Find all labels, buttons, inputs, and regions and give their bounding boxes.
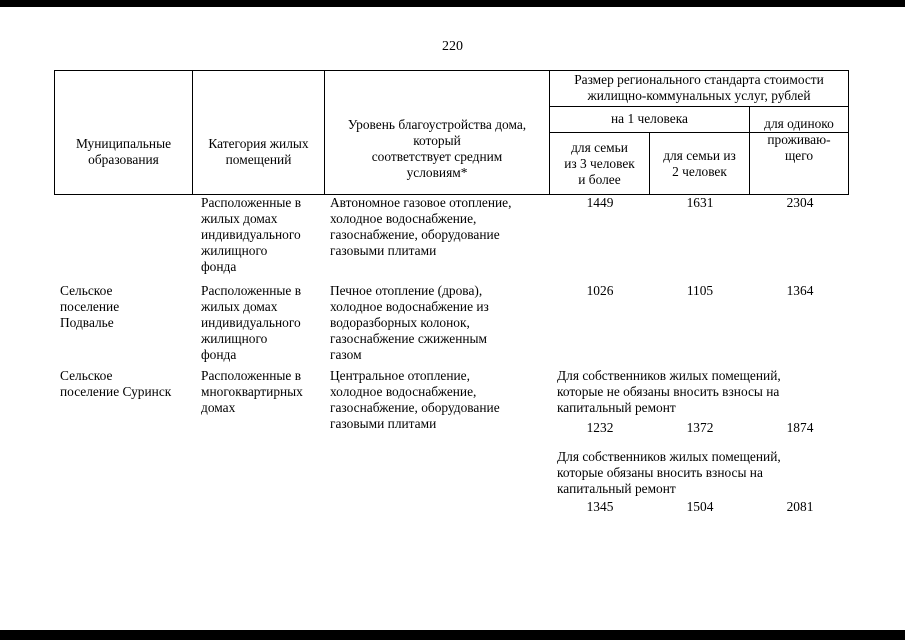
row1-value-family2: 1631 — [686, 195, 714, 210]
row3b-value-family3: 1345 — [586, 499, 614, 514]
header-standard-size: Размер регионального стандарта стоимости жилищно-коммунальных услуг, рублей — [574, 72, 824, 103]
row2-amenity-level: Печное отопление (дрова), холодное водоснабжение из водоразборных колонок, газоснабжение сжиженным газом — [330, 283, 489, 362]
header-category: Категория жилых помещений — [208, 136, 309, 167]
row2-value-single: 1364 — [786, 283, 814, 298]
header-per-person: на 1 человека — [611, 111, 688, 126]
row2-value-family3: 1026 — [586, 283, 614, 298]
row1-category: Расположенные в жилых домах индивидуального жилищного фонда — [201, 195, 302, 274]
row1-amenity-level: Автономное газовое отопление, холодное водоснабжение, газоснабжение, оборудование газовыми плитами — [330, 195, 512, 258]
header-municipality: Муниципальные образования — [75, 136, 172, 167]
row3b-value-family2: 1504 — [686, 499, 714, 514]
row3-category: Расположенные в многоквартирных домах — [201, 368, 303, 415]
row1-value-family3: 1449 — [586, 195, 614, 210]
row3-note-no-capital-repair: Для собственников жилых помещений, которые не обязаны вносить взносы на капитальный ремонт — [557, 368, 781, 415]
row3-amenity-level: Центральное отопление, холодное водоснабжение, газоснабжение, оборудование газовыми плитами — [330, 368, 500, 431]
row3a-value-family2: 1372 — [686, 420, 714, 435]
row2-category: Расположенные в жилых домах индивидуального жилищного фонда — [201, 283, 302, 362]
row3-municipality: Сельское поселение Суринск — [60, 368, 172, 399]
scan-border-bottom — [0, 630, 905, 640]
row2-value-family2: 1105 — [686, 283, 714, 298]
row2-municipality: Сельское поселение Подвалье — [60, 283, 120, 330]
header-amenity-level: Уровень благоустройства дома, который соответствует средним условиям* — [347, 117, 527, 180]
row3-note-capital-repair: Для собственников жилых помещений, которые обязаны вносить взносы на капитальный ремонт — [557, 449, 781, 496]
header-family-3: для семьи из 3 человек и более — [564, 140, 635, 187]
row3b-value-single: 2081 — [786, 499, 814, 514]
header-family-2: для семьи из 2 человек — [663, 148, 736, 179]
row3a-value-single: 1874 — [786, 420, 814, 435]
row3a-value-family3: 1232 — [586, 420, 614, 435]
header-single: для одиноко проживаю- щего — [764, 116, 834, 163]
scan-border-top — [0, 0, 905, 7]
page-number: 220 — [442, 39, 463, 54]
row1-value-single: 2304 — [786, 195, 814, 210]
